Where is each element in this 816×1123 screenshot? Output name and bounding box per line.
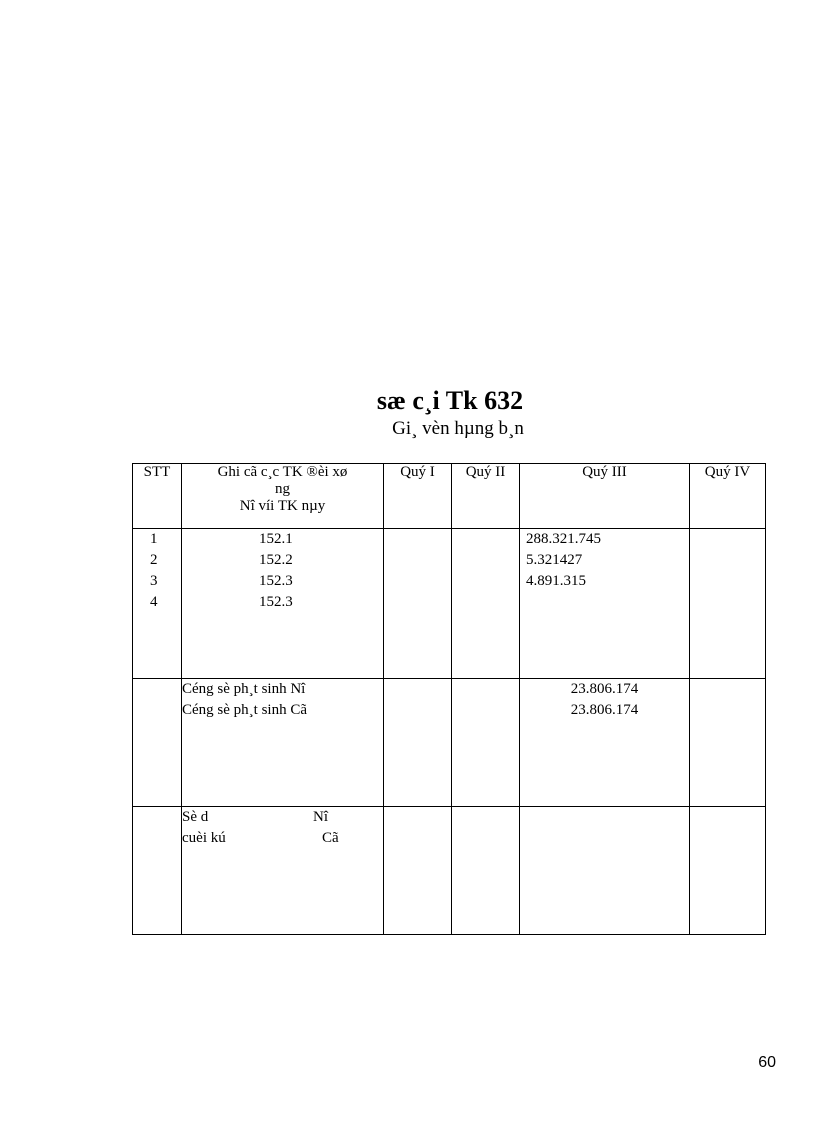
debit-total-q3: 23.806.174 — [570, 681, 639, 697]
row-account: 152.2 — [259, 552, 293, 568]
balance-q4-cell — [690, 807, 766, 935]
balance-q3-cell — [520, 807, 690, 935]
totals-stt-cell — [133, 679, 182, 807]
row-q3-value: 4.891.315 — [526, 573, 586, 589]
row-account: 152.3 — [259, 573, 293, 589]
header-q3: Quý III — [520, 464, 690, 529]
balance-label-credit: Cã — [322, 830, 339, 846]
credit-total-q3: 23.806.174 — [570, 702, 639, 718]
header-stt: STT — [133, 464, 182, 529]
balance-label-debit: Nî — [313, 809, 328, 825]
header-account-line2: ng — [275, 481, 290, 497]
header-q1: Quý I — [384, 464, 452, 529]
balance-label-left2: cuèi kú — [182, 830, 226, 846]
balance-q2-cell — [452, 807, 520, 935]
header-q4: Quý IV — [690, 464, 766, 529]
row-account: 152.3 — [259, 594, 293, 610]
balance-labels — [182, 807, 384, 935]
row-q3-value: 288.321.745 — [526, 531, 601, 547]
totals-row — [133, 679, 766, 807]
credit-total-label: Céng sè ph¸t sinh Cã — [182, 702, 307, 718]
row-stt: 1 — [150, 531, 158, 547]
balance-stt-cell — [133, 807, 182, 935]
stt-column — [133, 529, 182, 679]
entries-row — [133, 529, 766, 679]
row-stt: 4 — [150, 594, 158, 610]
ledger-table — [132, 463, 766, 935]
account-column — [182, 529, 384, 679]
header-row — [133, 464, 766, 529]
totals-labels — [182, 679, 384, 807]
totals-q1-cell — [384, 679, 452, 807]
totals-q3-values — [520, 679, 690, 807]
row-q3-value: 5.321427 — [526, 552, 583, 568]
row-q3-value — [520, 592, 689, 613]
q1-cell — [384, 529, 452, 679]
balance-line-1 — [182, 807, 383, 828]
row-stt: 3 — [150, 573, 158, 589]
row-stt: 2 — [150, 552, 158, 568]
balance-label-left1: Sè d — [182, 809, 209, 825]
totals-q2-cell — [452, 679, 520, 807]
header-account — [182, 464, 384, 529]
q3-column — [520, 529, 690, 679]
header-q2: Quý II — [452, 464, 520, 529]
header-account-line3: Nî víi TK nµy — [239, 498, 326, 514]
debit-total-label: Céng sè ph¸t sinh Nî — [182, 681, 306, 697]
ledger-subtitle: Gi¸ vèn hµng b¸n — [392, 418, 524, 439]
header-account-line1: Ghi cã c¸c TK ®èi xø — [217, 464, 348, 480]
page-number: 60 — [758, 1054, 776, 1071]
balance-line-2 — [182, 828, 383, 849]
totals-q4-cell — [690, 679, 766, 807]
q4-cell — [690, 529, 766, 679]
row-account: 152.1 — [259, 531, 293, 547]
balance-q1-cell — [384, 807, 452, 935]
balance-row — [133, 807, 766, 935]
q2-cell — [452, 529, 520, 679]
ledger-title: sæ c¸i Tk 632 — [376, 386, 524, 415]
